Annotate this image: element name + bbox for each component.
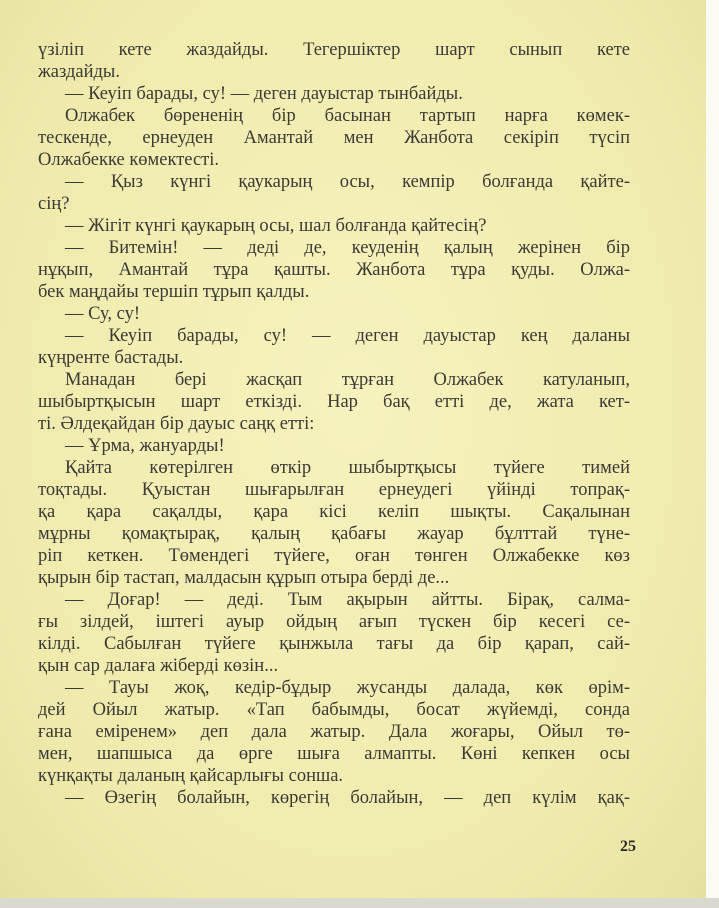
text-line: Манадан бері жасқап тұрған Олжабек катуланып, — [65, 370, 630, 390]
text-line: — Қыз күнгі қаукарың осы, кемпір болғанда қайте- — [65, 172, 630, 192]
text-line: — Кеуіп барады, су! — деген дауыстар тынбайды. — [65, 84, 463, 104]
text-line: ғана еміренем» деп дала жатыр. Дала жоғары, Ойыл тө- — [38, 722, 630, 742]
text-line: Олжабекке көмектесті. — [38, 150, 220, 170]
text-line: ріп кеткен. Төмендегі түйеге, оған төнген Олжабекке көз — [38, 546, 630, 566]
text-line: — Ұрма, жануарды! — [65, 436, 225, 456]
text-line: күңренте бастады. — [38, 348, 184, 368]
text-line: дей Ойыл жатыр. «Тап бабымды, босат жүйемді, сонда — [38, 700, 630, 720]
text-line: қа қара сақалды, қара кісі келіп шықты. Сақалынан — [38, 502, 630, 522]
text-line: қын сар далаға жіберді көзін... — [38, 656, 279, 676]
text-line: бек маңдайы тершіп тұрып қалды. — [38, 282, 310, 302]
text-line: мен, шапшыса да өрге шыға алмапты. Көні кепкен осы — [38, 744, 630, 764]
text-line: шыбыртқысын шарт еткізді. Нар бақ етті де, жата кет- — [38, 392, 630, 412]
text-line: нұқып, Амантай тұра қашты. Жанбота тұра қуды. Олжа- — [38, 260, 630, 280]
text-line: тоқтады. Қуыстан шығарылған ернеудегі үйінді топрақ- — [38, 480, 630, 500]
text-line: — Тауы жоқ, кедір-бұдыр жусанды далада, көк өрім- — [65, 678, 630, 698]
text-line: ті. Әлдеқайдан бір дауыс саңқ етті: — [38, 414, 315, 434]
text-line: тескенде, ернеуден Амантай мен Жанбота секіріп түсіп — [38, 128, 630, 148]
text-line: — Кеуіп барады, су! — деген дауыстар кең даланы — [65, 326, 630, 346]
text-line: — Доғар! — деді. Тым ақырын айтты. Бірақ, салма- — [65, 590, 630, 610]
text-line: — Битемін! — деді де, кеуденің қалың жерінен бір — [65, 238, 630, 258]
text-line: — Өзегің болайын, көрегің болайын, — деп күлім қақ- — [65, 788, 630, 808]
text-line: Олжабек бөрененің бір басынан тартып нарға көмек- — [65, 106, 630, 126]
text-line: Қайта көтерілген өткір шыбыртқысы түйеге тимей — [65, 458, 630, 478]
page-number: 25 — [620, 838, 636, 855]
scan-bottom-edge — [0, 898, 719, 908]
text-line: ғы зілдей, іштегі ауыр ойдың ағып түскен бір кесегі се- — [38, 612, 630, 632]
text-line: кілді. Сабылған түйеге қынжыла тағы да бір қарап, сай- — [38, 634, 630, 654]
text-line: қырын бір тастап, малдасын құрып отыра берді де... — [38, 568, 450, 588]
text-line: мұрны қомақтырақ, қалың қабағы жауар бұлттай түне- — [38, 524, 630, 544]
scan-edge — [706, 0, 719, 908]
page-body-text — [38, 39, 630, 809]
text-line: күнқақты даланың қайсарлығы сонша. — [38, 766, 344, 786]
text-line: жаздайды. — [38, 62, 120, 82]
text-line: — Су, су! — [65, 304, 141, 324]
text-line: — Жігіт күнгі қаукарың осы, шал болғанда қайтесің? — [65, 216, 487, 236]
text-line: сің? — [38, 194, 70, 214]
text-line: үзіліп кете жаздайды. Тегершіктер шарт сынып кете — [38, 40, 630, 60]
